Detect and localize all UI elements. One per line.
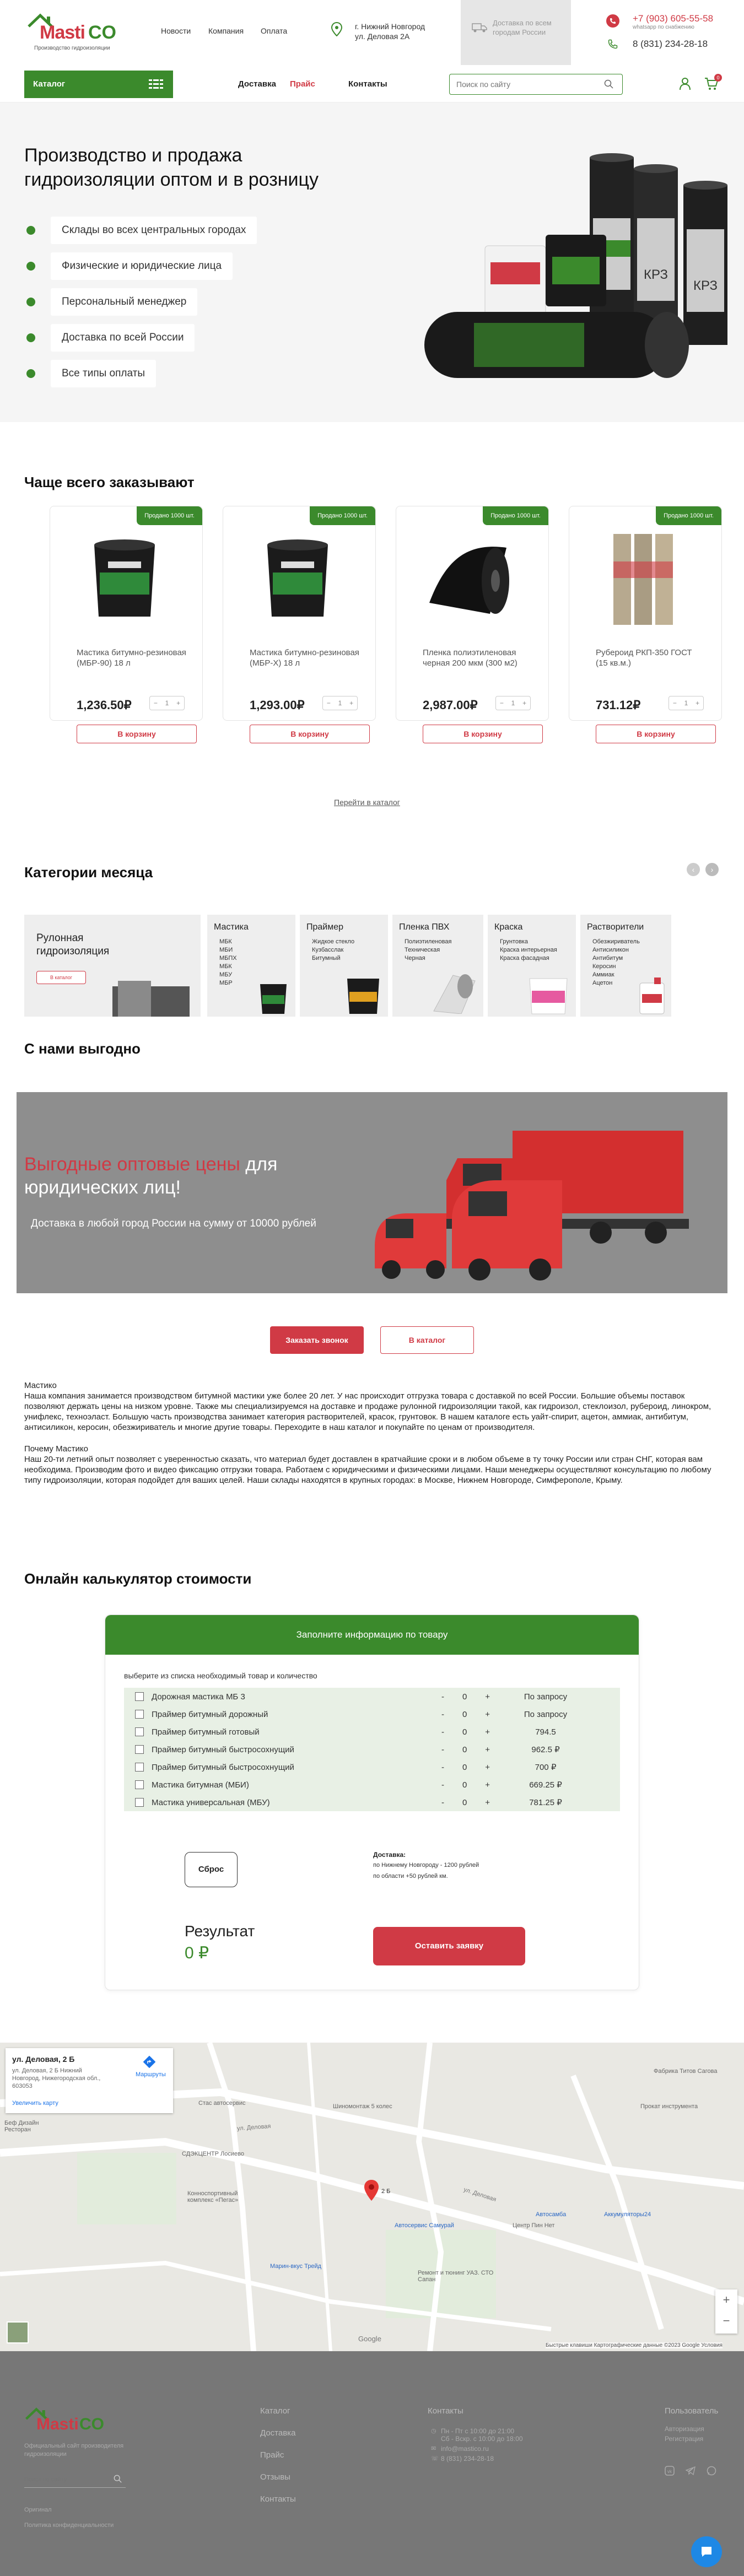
banner-rest: для xyxy=(240,1154,278,1175)
delivery-region-rate: по области +50 рублей км. xyxy=(373,1873,448,1880)
add-to-cart-button[interactable]: В корзину xyxy=(596,725,716,743)
footer-tagline2: гидроизоляции xyxy=(24,2451,67,2458)
footer-link-contacts[interactable]: Контакты xyxy=(260,2494,296,2504)
delivery-line1: Доставка по всем xyxy=(493,19,552,27)
item-checkbox[interactable] xyxy=(135,1798,144,1807)
nav-delivery[interactable]: Доставка xyxy=(238,79,276,89)
map-poi-label: Стас автосервис xyxy=(198,2100,246,2107)
about-section xyxy=(24,1380,724,1486)
map-place-title: ул. Деловая, 2 Б xyxy=(12,2055,75,2064)
item-qty[interactable] xyxy=(438,1710,493,1719)
delivery-badge xyxy=(461,0,571,65)
category-title: Мастика xyxy=(214,922,249,932)
directions-icon[interactable] xyxy=(143,2056,155,2068)
map-poi-label: Конноспортивный комплекс «Пегас» xyxy=(187,2190,239,2204)
hero-title-line1: Производство и продажа xyxy=(24,145,242,166)
footer xyxy=(0,2351,744,2576)
item-name: Праймер битумный быстросохнущий xyxy=(152,1745,294,1754)
category-list xyxy=(219,938,295,987)
calculator-heading: Онлайн калькулятор стоимости xyxy=(24,1570,252,1587)
product-card[interactable] xyxy=(569,506,722,738)
enlarge-map-link[interactable]: Увеличить карту xyxy=(12,2100,58,2107)
category-card-mastic[interactable] xyxy=(207,915,295,1017)
product-title[interactable]: Пленка полиэтиленовая черная 200 мкм (300 м2) xyxy=(423,648,517,668)
add-to-cart-button[interactable]: В корзину xyxy=(423,725,543,743)
map-marker-icon[interactable] xyxy=(364,2179,379,2201)
minus-icon[interactable]: - xyxy=(441,1780,444,1790)
map-place-address: ул. Деловая, 2 Б Нижний Новгород, Нижегородская обл., 603053 xyxy=(12,2067,101,2089)
product-card[interactable] xyxy=(396,506,549,738)
directions-link[interactable]: Маршруты xyxy=(136,2071,166,2078)
calculator-row xyxy=(124,1741,620,1758)
footer-phone[interactable]: 8 (831) 234-28-18 xyxy=(441,2455,494,2462)
truck-icon xyxy=(472,22,487,33)
feature-text: Физические и юридические лица xyxy=(51,252,233,280)
footer-search xyxy=(24,2472,126,2488)
film-roll-icon xyxy=(431,970,481,1014)
footer-hours2: Сб - Вскр. с 10:00 до 18:00 xyxy=(441,2435,523,2443)
item-price: По запросу xyxy=(524,1692,568,1702)
hero-feature xyxy=(26,290,257,314)
add-to-cart-button[interactable]: В корзину xyxy=(250,725,370,743)
banner-subtitle: Доставка в любой город России на сумму от 10000 рублей xyxy=(31,1218,316,1229)
category-list-item[interactable]: МБК xyxy=(219,938,232,945)
delivery-title: Доставка: xyxy=(373,1851,406,1859)
hero-features xyxy=(26,218,257,397)
search-icon[interactable] xyxy=(604,79,614,89)
footer-user-title: Пользователь xyxy=(665,2406,719,2416)
menu-grid-icon xyxy=(149,78,163,90)
nav-news[interactable]: Новости xyxy=(161,26,191,35)
bullet-dot-icon xyxy=(26,262,35,271)
location-pin-icon xyxy=(331,22,343,36)
item-qty[interactable] xyxy=(438,1745,493,1754)
item-price: По запросу xyxy=(524,1709,568,1719)
zoom-in-icon[interactable]: + xyxy=(723,2293,730,2307)
user-icon[interactable] xyxy=(679,77,691,90)
nav-price[interactable]: Прайс xyxy=(290,79,315,89)
minus-icon[interactable]: - xyxy=(441,1709,444,1719)
item-checkbox[interactable] xyxy=(135,1692,144,1701)
qty-value: 0 xyxy=(462,1727,467,1737)
qty-value: 0 xyxy=(462,1692,467,1702)
item-price: 794.5 xyxy=(535,1727,556,1737)
sold-badge: Продано 1000 шт. xyxy=(137,506,202,525)
item-checkbox[interactable] xyxy=(135,1745,144,1754)
logo-main-text: Masti xyxy=(40,22,85,43)
map-marker-label: 2 Б xyxy=(381,2188,391,2195)
nav-payment[interactable]: Оплата xyxy=(261,26,288,35)
item-checkbox[interactable] xyxy=(135,1710,144,1719)
phone1-note: whatsapp по снабжению xyxy=(633,24,694,30)
bucket-icon xyxy=(344,975,382,1015)
feature-text: Склады во всех центральных городах xyxy=(51,217,257,244)
item-name: Праймер битумный быстросохнущий xyxy=(152,1762,294,1772)
category-list xyxy=(500,938,576,963)
phone-outline-icon xyxy=(606,37,619,51)
calculator-title: Заполните информацию по товару xyxy=(105,1615,639,1655)
footer-search-input[interactable] xyxy=(24,2475,107,2485)
item-name: Праймер битумный дорожный xyxy=(152,1709,268,1719)
search-input[interactable] xyxy=(456,78,594,90)
delivery-city-rate: по Нижнему Новгороду - 1200 рублей xyxy=(373,1862,479,1868)
qty-value: 0 xyxy=(462,1797,467,1807)
plus-icon[interactable]: + xyxy=(176,699,181,707)
minus-icon[interactable]: - xyxy=(441,1797,444,1807)
about-heading: Мастико xyxy=(24,1381,57,1390)
phone-icon xyxy=(606,14,619,28)
to-catalog-button[interactable]: В каталог xyxy=(380,1326,474,1354)
plus-icon[interactable]: + xyxy=(485,1797,490,1807)
map-street-label: ул. Деловая xyxy=(462,2186,497,2204)
category-list xyxy=(405,938,483,963)
satellite-toggle[interactable] xyxy=(7,2321,29,2343)
footer-link-price[interactable]: Прайс xyxy=(260,2450,284,2460)
feature-text: Персональный менеджер xyxy=(51,288,197,316)
footer-original-link[interactable]: Оригинал xyxy=(24,2507,52,2513)
map-attribution: Быстрые клавиши Картографические данные ©2023 Google Условия xyxy=(546,2342,723,2348)
cart-count-badge: 0 xyxy=(714,74,722,82)
category-list-item[interactable]: МБПХ xyxy=(219,955,237,962)
map-poi-label: Аккумуляторы24 xyxy=(604,2211,651,2218)
hero-title xyxy=(24,143,319,192)
calculator-row xyxy=(124,1794,620,1811)
footer-hours1: Пн - Пт с 10:00 до 21:00 xyxy=(441,2427,515,2435)
footer-contacts-title: Контакты xyxy=(428,2406,463,2416)
main-navbar xyxy=(0,65,744,102)
category-catalog-button[interactable]: В каталог xyxy=(36,971,86,984)
phone1-link[interactable]: +7 (903) 605-55-58 xyxy=(633,13,714,24)
map-poi-label: Центр Пин Нет xyxy=(513,2222,555,2229)
chat-bubble-icon xyxy=(699,2545,714,2559)
product-card[interactable] xyxy=(50,506,203,738)
minus-icon[interactable]: - xyxy=(441,1745,444,1754)
product-title[interactable]: Рубероид РКП-350 ГОСТ (15 кв.м.) xyxy=(596,648,692,668)
category-list-item[interactable]: Жидкое стекло xyxy=(312,938,355,945)
logo[interactable] xyxy=(26,12,131,51)
map-poi-label: СДЭКЦЕНТР Лосиево xyxy=(182,2151,244,2157)
catalog-button[interactable] xyxy=(24,71,173,98)
minus-icon[interactable]: - xyxy=(441,1727,444,1737)
plus-icon[interactable]: + xyxy=(522,699,527,707)
order-call-button[interactable]: Заказать звонок xyxy=(270,1326,364,1354)
footer-link-delivery[interactable]: Доставка xyxy=(260,2428,296,2438)
qty-value: 0 xyxy=(462,1745,467,1754)
delivery-trucks-image xyxy=(369,1109,727,1290)
nav-contacts[interactable]: Контакты xyxy=(348,79,387,89)
svg-text:vk: vk xyxy=(667,2469,672,2474)
chevron-left-icon[interactable]: ‹ xyxy=(687,863,700,876)
canister-icon xyxy=(635,975,668,1015)
chat-widget-button[interactable] xyxy=(691,2536,722,2567)
calculator-row xyxy=(124,1723,620,1741)
category-main-line2: гидроизоляция xyxy=(36,946,110,957)
product-card[interactable] xyxy=(223,506,376,738)
search-icon[interactable] xyxy=(114,2475,122,2483)
category-list-item[interactable]: Полиэтиленовая xyxy=(405,938,452,945)
search-box xyxy=(449,74,623,95)
roofing-rolls-icon xyxy=(586,528,702,628)
feature-text: Все типы оплаты xyxy=(51,360,156,387)
category-list-item[interactable]: МБУ xyxy=(219,971,233,978)
category-list-item[interactable]: Кузбасслак xyxy=(312,947,344,953)
footer-email[interactable]: info@mastico.ru xyxy=(441,2445,489,2453)
minus-icon[interactable]: - xyxy=(441,1762,444,1772)
catalog-label: Каталог xyxy=(33,79,66,89)
footer-link-catalog[interactable]: Каталог xyxy=(260,2406,290,2416)
about-heading-2: Почему Мастико xyxy=(24,1444,88,1454)
minus-icon[interactable]: - xyxy=(441,1692,444,1702)
map-poi-label: Ремонт и тюнинг УАЗ. СТО Сапан xyxy=(418,2270,494,2283)
category-list-item[interactable]: Антибитум xyxy=(592,955,623,962)
quantity-stepper[interactable] xyxy=(495,696,531,710)
item-name: Праймер битумный готовый xyxy=(152,1727,260,1737)
chevron-right-icon[interactable]: › xyxy=(705,863,719,876)
minus-icon[interactable]: − xyxy=(153,699,158,707)
plus-icon[interactable]: + xyxy=(485,1745,490,1754)
submit-request-button[interactable]: Оставить заявку xyxy=(373,1927,525,1965)
item-qty[interactable] xyxy=(438,1727,493,1737)
popular-heading: Чаще всего заказывают xyxy=(24,474,195,490)
top-header xyxy=(0,0,744,65)
minus-icon[interactable]: − xyxy=(326,699,331,707)
paint-bucket-icon xyxy=(526,975,570,1015)
result-label: Результат xyxy=(185,1922,255,1940)
category-list-item[interactable]: Грунтовка xyxy=(500,938,528,945)
qty-value: 0 xyxy=(462,1780,467,1790)
category-list-item[interactable]: Краска фасадная xyxy=(500,955,549,962)
category-card-paint[interactable] xyxy=(488,915,576,1017)
minus-icon[interactable]: − xyxy=(499,699,504,707)
svg-text:КРЗ: КРЗ xyxy=(644,267,668,282)
plus-icon[interactable]: + xyxy=(485,1709,490,1719)
category-title: Праймер xyxy=(306,922,344,932)
vk-icon[interactable] xyxy=(665,2466,675,2476)
quantity-value: 1 xyxy=(684,699,688,707)
map-poi-label: Марин-вкус Трейд xyxy=(270,2263,322,2270)
category-card-primer[interactable] xyxy=(300,915,388,1017)
footer-logo-main: Masti xyxy=(36,2415,79,2433)
telegram-icon[interactable] xyxy=(686,2466,696,2476)
item-qty[interactable] xyxy=(438,1798,493,1807)
category-title: Растворители xyxy=(587,922,644,932)
qty-value: 0 xyxy=(462,1762,467,1772)
product-price: 731.12₽ xyxy=(596,698,641,712)
benefits-heading: С нами выгодно xyxy=(24,1040,141,1057)
calculator-row xyxy=(124,1758,620,1776)
calculator-panel xyxy=(105,1614,639,1990)
logo-accent-text: CO xyxy=(88,22,116,43)
category-list-item[interactable]: Краска интерьерная xyxy=(500,947,557,953)
calculator-prompt: выберите из списка необходимый товар и количество xyxy=(124,1671,317,1680)
category-list-item[interactable]: МБР xyxy=(219,980,233,986)
item-qty[interactable] xyxy=(438,1780,493,1790)
footer-privacy-link[interactable]: Политика конфиденциальности xyxy=(24,2522,114,2529)
mail-icon: ✉ xyxy=(431,2445,436,2452)
banner-accent: Выгодные оптовые цены xyxy=(24,1154,240,1175)
quantity-value: 1 xyxy=(338,699,342,707)
zoom-out-icon[interactable]: − xyxy=(723,2314,730,2327)
sold-badge: Продано 1000 шт. xyxy=(656,506,721,525)
delivery-line2: городам России xyxy=(493,28,546,36)
plus-icon[interactable]: + xyxy=(485,1692,490,1702)
calculator-row xyxy=(124,1776,620,1794)
wholesale-banner xyxy=(17,1092,727,1293)
item-name: Мастика универсальная (МБУ) xyxy=(152,1797,270,1807)
item-price: 700 ₽ xyxy=(535,1763,557,1772)
logo-tagline: Производство гидроизоляции xyxy=(34,45,110,51)
categories-heading: Категории месяца xyxy=(24,864,153,881)
product-price: 2,987.00₽ xyxy=(423,698,478,712)
calculator-row xyxy=(124,1688,620,1705)
bucket-icon xyxy=(67,528,182,628)
category-list-item[interactable]: Керосин xyxy=(592,963,616,970)
svg-text:КРЗ: КРЗ xyxy=(693,278,718,293)
category-list-item[interactable]: Техническая xyxy=(405,947,440,953)
quantity-stepper[interactable] xyxy=(149,696,185,710)
footer-register-link[interactable]: Регистрация xyxy=(665,2435,704,2443)
map-zoom-control xyxy=(715,2289,737,2334)
bullet-dot-icon xyxy=(26,369,35,378)
quantity-stepper[interactable] xyxy=(668,696,704,710)
bucket-icon xyxy=(257,981,290,1015)
category-list-item[interactable]: МБК xyxy=(219,963,232,970)
item-price: 962.5 ₽ xyxy=(531,1745,560,1754)
item-price: 669.25 ₽ xyxy=(529,1780,562,1790)
about-paragraph: Наша компания занимается производством битумной мастики уже более 20 лет. У нас происходит отгрузка товара с доставкой по всей России. Большие объемы поставок позволяют держать цены на низком уровне. Также мы специализируемся на доставке и продаже рулонной гидроизоляции такой, как гидроизол, стеклоизол, рубероид, линокром, унифлекс, техноэласт. Большую часть производства занимает категория растворителей, красок, грунтовок. В нашем каталоге есть уайт-спирит, ацетон, аммиак, антибитум, антисиликон, керосин, обезжириватель и многие другие товары. Переходите в наш каталог и покупайте по ценам от производителя. xyxy=(24,1391,711,1432)
footer-logo-accent: CO xyxy=(79,2415,104,2433)
about-paragraph-2: Наш 20-ти летний опыт позволяет с уверенностью сказать, что материал будет доставлен в кратчайшие сроки и в любом объеме в ту точку России или стран СНГ, которая вам необходима. Производим фото и видео фиксацию отгрузки товара. Работаем с юридическими и физическими лицами. Наши менеджеры осуществляют консультацию по любому типу гидроизоляции, которая подойдет для ваших целей. Наши склады находятся в крупных городах: в Москве, Нижнем Новгороде, Симферополе, Крыму. xyxy=(24,1455,711,1485)
category-card-main[interactable] xyxy=(24,915,201,1017)
category-list-item[interactable]: Аммиак xyxy=(592,971,614,978)
category-card-pvc[interactable] xyxy=(392,915,483,1017)
header-address: ул. Деловая 2А xyxy=(355,32,410,41)
category-title: Краска xyxy=(494,922,523,932)
category-list-item[interactable]: Ацетон xyxy=(592,980,613,986)
map-poi-label: Беф Дизайн Ресторан xyxy=(4,2120,39,2133)
minus-icon[interactable]: − xyxy=(672,699,677,707)
add-to-cart-button[interactable]: В корзину xyxy=(77,725,197,743)
map-poi-label: Автосамба xyxy=(536,2211,567,2218)
category-list-item[interactable]: Обезжириватель xyxy=(592,938,640,945)
map-place-card xyxy=(6,2048,173,2113)
map-embed[interactable] xyxy=(0,2043,744,2351)
calculator-list xyxy=(124,1688,620,1811)
hero-feature xyxy=(26,218,257,242)
roofing-roll-image xyxy=(107,975,195,1017)
map-poi-label: Шиномонтаж 5 колес xyxy=(333,2103,392,2110)
phone-icon: ☏ xyxy=(431,2455,439,2462)
item-checkbox[interactable] xyxy=(135,1727,144,1736)
category-list-item[interactable]: Черная xyxy=(405,955,425,962)
category-list xyxy=(312,938,388,963)
map-poi-label: Фабрика Титов Сагова xyxy=(654,2068,718,2075)
bucket-icon xyxy=(240,528,355,628)
map-poi-label: Автосервис Самурай xyxy=(395,2222,454,2229)
item-name: Мастика битумная (МБИ) xyxy=(152,1780,249,1790)
result-value: 0 ₽ xyxy=(185,1944,209,1962)
bullet-dot-icon xyxy=(26,333,35,342)
category-main-line1: Рулонная xyxy=(36,932,84,944)
product-price: 1,236.50₽ xyxy=(77,698,132,712)
category-list-item[interactable]: МБИ xyxy=(219,947,233,953)
hero-section xyxy=(0,102,744,422)
item-name: Дорожная мастика МБ 3 xyxy=(152,1692,245,1702)
google-logo: Google xyxy=(358,2335,381,2343)
hero-title-line2: гидроизоляции оптом и в розницу xyxy=(24,169,319,190)
film-roll-icon xyxy=(413,528,529,628)
sold-badge: Продано 1000 шт. xyxy=(310,506,375,525)
category-list-item[interactable]: Антисиликон xyxy=(592,947,629,953)
sold-badge: Продано 1000 шт. xyxy=(483,506,548,525)
product-price: 1,293.00₽ xyxy=(250,698,305,712)
hero-products-image xyxy=(408,152,738,417)
phone2-link[interactable]: 8 (831) 234-28-18 xyxy=(633,39,708,49)
footer-link-reviews[interactable]: Отзывы xyxy=(260,2472,290,2482)
footer-login-link[interactable]: Авторизация xyxy=(665,2425,704,2433)
qty-value: 0 xyxy=(462,1709,467,1719)
category-list-item[interactable]: Битумный xyxy=(312,955,341,962)
catalog-link[interactable]: Перейти в каталог xyxy=(334,798,400,807)
clock-icon: ◷ xyxy=(431,2428,436,2434)
plus-icon[interactable]: + xyxy=(349,699,354,707)
map-poi-label: Прокат инструмента xyxy=(640,2103,698,2110)
category-title: Пленка ПВХ xyxy=(399,922,450,932)
whatsapp-icon[interactable] xyxy=(707,2466,716,2476)
bullet-dot-icon xyxy=(26,298,35,306)
plus-icon[interactable]: + xyxy=(696,699,700,707)
plus-icon[interactable]: + xyxy=(485,1727,490,1737)
quantity-value: 1 xyxy=(165,699,169,707)
hero-feature xyxy=(26,326,257,350)
plus-icon[interactable]: + xyxy=(485,1780,490,1790)
item-checkbox[interactable] xyxy=(135,1780,144,1789)
item-checkbox[interactable] xyxy=(135,1763,144,1772)
quantity-stepper[interactable] xyxy=(322,696,358,710)
footer-tagline1: Официальный сайт производителя xyxy=(24,2443,124,2449)
header-city: г. Нижний Новгород xyxy=(355,22,425,31)
calculator-row xyxy=(124,1705,620,1723)
item-qty[interactable] xyxy=(438,1763,493,1772)
banner-line2: юридических лиц! xyxy=(24,1177,181,1198)
item-price: 781.25 ₽ xyxy=(529,1798,562,1807)
banner-title xyxy=(24,1153,277,1199)
quantity-value: 1 xyxy=(511,699,515,707)
hero-feature xyxy=(26,254,257,278)
plus-icon[interactable]: + xyxy=(485,1762,490,1772)
hero-feature xyxy=(26,361,257,386)
category-card-solvents[interactable] xyxy=(580,915,671,1017)
product-title[interactable]: Мастика битумно-резиновая (МБР-90) 18 л xyxy=(77,648,186,668)
bullet-dot-icon xyxy=(26,226,35,235)
nav-company[interactable]: Компания xyxy=(208,26,244,35)
item-qty[interactable] xyxy=(438,1692,493,1702)
map-street-label: ул. Деловая xyxy=(236,2123,271,2132)
feature-text: Доставка по всей России xyxy=(51,324,195,352)
reset-button[interactable]: Сброс xyxy=(185,1852,238,1887)
product-title[interactable]: Мастика битумно-резиновая (МБР-Х) 18 л xyxy=(250,648,359,668)
